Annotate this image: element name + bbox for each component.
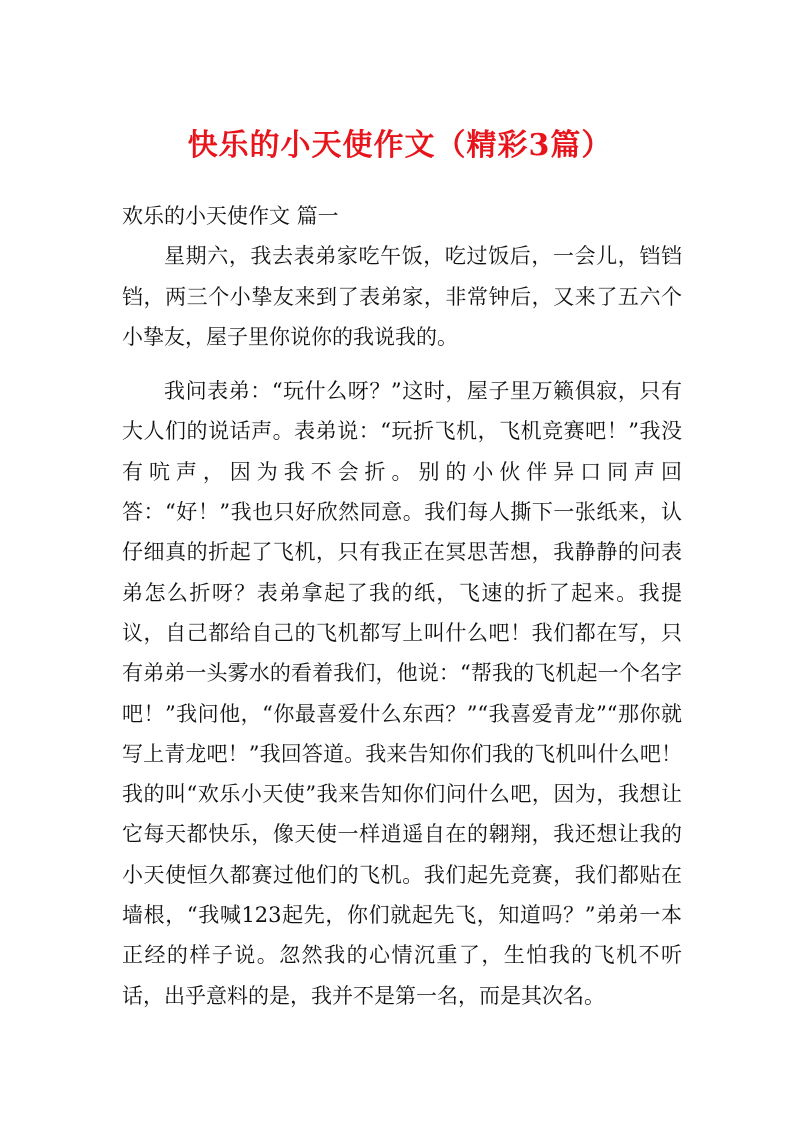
document-body xyxy=(122,196,682,1016)
section-heading: 欢乐的小天使作文 篇一 xyxy=(122,204,339,228)
paragraph-2: 我问表弟：“玩什么呀？”这时，屋子里万籁俱寂，只有大人们的说话声。表弟说：“玩折飞机，飞机竞赛吧！”我没有吭声，因为我不会折。别的小伙伴异口同声回答：“好！”我也只好欣然同意。我们每人撕下一张纸来，认仔细真的折起了飞机，只有我正在冥思苦想，我静静的问表弟怎么折呀？表弟拿起了我的纸，飞速的折了起来。我提议，自己都给自己的飞机都写上叫什么吧！我们都在写，只有弟弟一头雾水的看着我们，他说：“帮我的飞机起一个名字吧！”我问他，“你最喜爱什么东西？”“我喜爱青龙”“那你就写上青龙吧！”我回答道。我来告知你们我的飞机叫什么吧！我的叫“欢乐小天使”我来告知你们问什么吧，因为，我想让它每天都快乐，像天使一样逍遥自在的翱翔，我还想让我的小天使恒久都赛过他们的飞机。我们起先竞赛，我们都贴在墙根，“我喊123起先，你们就起先飞，知道吗？”弟弟一本正经的样子说。忽然我的心情沉重了，生怕我的飞机不听话，出乎意料的是，我并不是第一名，而是其次名。 xyxy=(122,379,682,1008)
paragraph-1: 星期六，我去表弟家吃午饭，吃过饭后，一会儿，铛铛铛，两三个小挚友来到了表弟家，非常钟后，又来了五六个小挚友，屋子里你说你的我说我的。 xyxy=(122,244,682,349)
document-title: 快乐的小天使作文（精彩3篇） xyxy=(187,128,613,163)
